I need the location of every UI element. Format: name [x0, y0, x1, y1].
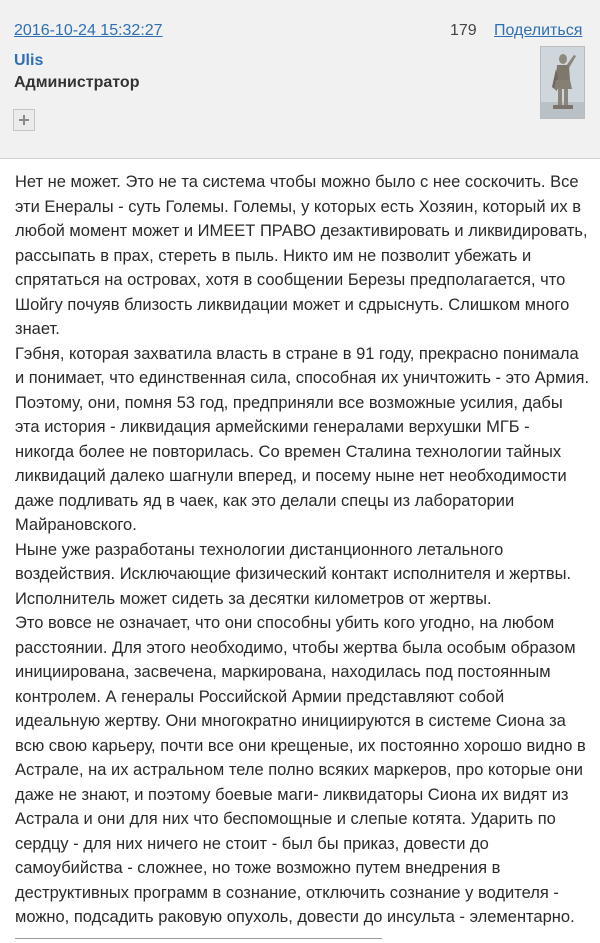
- post-paragraph: Гэбня, которая захватила власть в стране в 91 году, прекрасно понимала и понимает, что единственная сила, способная их уничтожить - это Армия. Поэтому, они, помня 53 год, предприняли все возможные усилия, дабы эта история - ликвидация армейскими генералами верхушки МГБ - никогда более не повторилась. Со времен Сталина технологии тайных ликвидаций далеко шагнули вперед, и посему ныне нет необходимости даже подливать яд в чаек, как это делали спецы из лаборатории Майрановского.: [15, 344, 590, 534]
- post-paragraph: Нет не может. Это не та система чтобы можно было с нее соскочить. Все эти Енералы - суть Големы. Големы, у которых есть Хозяин, который их в любой момент может и ИМЕЕТ ПРАВО дезактивировать и ликвидировать, рассыпать в прах, стереть в пыль. Никто им не позволит убежать и спрятаться на островах, хотя в сообщении Березы предполагается, что Шойгу почуяв близость ликвидации может и сдрыснуть. Слишком много знает.: [15, 173, 588, 338]
- post-number: 179: [450, 22, 477, 39]
- avatar[interactable]: [540, 46, 585, 119]
- author-name-link[interactable]: Ulis: [14, 52, 44, 69]
- post-paragraph: Это вовсе не означает, что они способны убить кого угодно, на любом расстоянии. Для этого необходимо, чтобы жертва была особым образом инициирована, засвечена, маркирована, находилась под постоянным контролем. А генералы Российской Армии представляют собой идеальную жертву. Они многократно инициируются в системе Сиона за всю свою карьеру, почти все они крещеные, их постоянно хорошо видно в Астрале, на их астральном теле полно всяких маркеров, про которые они даже не знают, и поэтому боевые маги- ликвидаторы Сиона их видят из Астрала и они для них что беспомощные и слепые котята. Ударить по сердцу - для них ничего не стоит - был бы приказ, довести до самоубийства - сложнее, но тоже возможно путем внедрения в деструктивных программ в сознание, отключить сознание у водителя - можно, подсадить раковую опухоль, довести до инсульта - элементарно.: [15, 614, 586, 926]
- add-button[interactable]: [13, 109, 35, 131]
- post-header: [0, 0, 600, 159]
- post-paragraph: Ныне уже разработаны технологии дистанционного летального воздействия. Исключающие физический контакт исполнителя и жертвы. Исполнитель может сидеть за десятки километров от жертвы.: [15, 540, 572, 608]
- author-role: Администратор: [14, 74, 140, 91]
- statue-avatar-icon: [541, 47, 584, 118]
- share-link[interactable]: Поделиться: [494, 22, 583, 39]
- post-body: [15, 170, 590, 930]
- signature-divider: [15, 938, 382, 939]
- plus-icon: [18, 114, 30, 126]
- post-date-link[interactable]: 2016-10-24 15:32:27: [14, 22, 163, 39]
